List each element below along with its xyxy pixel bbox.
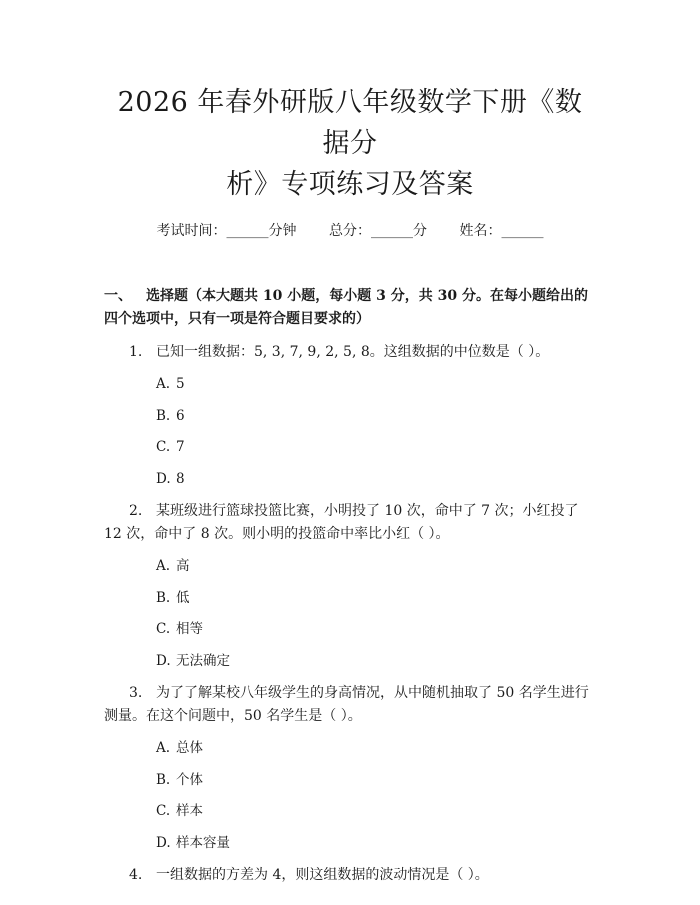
- option-text: 样本: [176, 803, 203, 819]
- question-1: [104, 341, 596, 364]
- question-2-options: [104, 556, 596, 671]
- option-text: 5: [176, 376, 185, 392]
- title-line-2: 析》专项练习及答案: [226, 169, 474, 200]
- option-letter: B.: [156, 407, 171, 424]
- question-4: [104, 864, 596, 887]
- question-text: 已知一组数据：5, 3, 7, 9, 2, 5, 8。这组数据的中位数是（ ）。: [156, 344, 550, 360]
- question-number: 3.: [129, 685, 143, 701]
- option-letter: D.: [156, 652, 171, 669]
- question-2: [104, 500, 596, 546]
- question-text: 为了了解某校八年级学生的身高情况，从中随机抽取了 50 名学生进行测量。在这个问题中，50 名学生是（ ）。: [104, 685, 589, 724]
- option-c: [104, 801, 596, 821]
- option-letter: C.: [156, 621, 171, 637]
- option-b: [104, 406, 596, 426]
- option-a: [104, 738, 596, 758]
- option-text: 8: [176, 470, 185, 487]
- option-b: [104, 770, 596, 790]
- option-text: 高: [176, 558, 190, 574]
- question-number: 2.: [129, 503, 143, 519]
- option-text: 总体: [176, 740, 203, 756]
- option-letter: C.: [156, 803, 171, 819]
- option-letter: C.: [156, 439, 171, 455]
- option-letter: A.: [156, 558, 171, 574]
- question-1-options: [104, 374, 596, 489]
- section-heading: [104, 285, 596, 331]
- option-b: [104, 588, 596, 608]
- option-text: 相等: [176, 621, 203, 637]
- option-text: 低: [176, 589, 190, 606]
- section-number: 一、: [104, 288, 132, 304]
- option-d: [104, 469, 596, 489]
- exam-time-field: 考试时间：______分钟: [156, 223, 297, 239]
- option-d: [104, 833, 596, 853]
- option-d: [104, 651, 596, 671]
- option-c: [104, 619, 596, 639]
- option-letter: A.: [156, 740, 171, 756]
- option-c: [104, 437, 596, 457]
- exam-meta: [104, 221, 596, 241]
- question-text: 某班级进行篮球投篮比赛，小明投了 10 次，命中了 7 次；小红投了 12 次，命中了 8 次。则小明的投篮命中率比小红（ ）。: [104, 503, 579, 542]
- section-text: 选择题（本大题共 10 小题，每小题 3 分，共 30 分。在每小题给出的四个选项中，只有一项是符合题目要求的）: [104, 288, 588, 327]
- option-text: 6: [176, 407, 185, 424]
- option-text: 个体: [176, 771, 203, 788]
- option-letter: A.: [156, 376, 171, 392]
- question-3: [104, 682, 596, 728]
- student-name-field: 姓名：______: [459, 223, 544, 239]
- option-text: 无法确定: [176, 652, 230, 669]
- option-text: 7: [176, 439, 185, 455]
- question-number: 4.: [129, 867, 143, 883]
- option-letter: B.: [156, 771, 171, 788]
- question-number: 1.: [129, 344, 143, 360]
- option-a: [104, 556, 596, 576]
- question-3-options: [104, 738, 596, 853]
- option-letter: D.: [156, 834, 171, 851]
- document-title: [104, 0, 596, 205]
- total-score-field: 总分：______分: [329, 223, 427, 239]
- option-letter: D.: [156, 470, 171, 487]
- option-letter: B.: [156, 589, 171, 606]
- question-text: 一组数据的方差为 4，则这组数据的波动情况是（ ）。: [156, 867, 489, 883]
- title-line-1: 2026 年春外研版八年级数学下册《数据分: [117, 87, 583, 159]
- option-text: 样本容量: [176, 834, 230, 851]
- option-a: [104, 374, 596, 394]
